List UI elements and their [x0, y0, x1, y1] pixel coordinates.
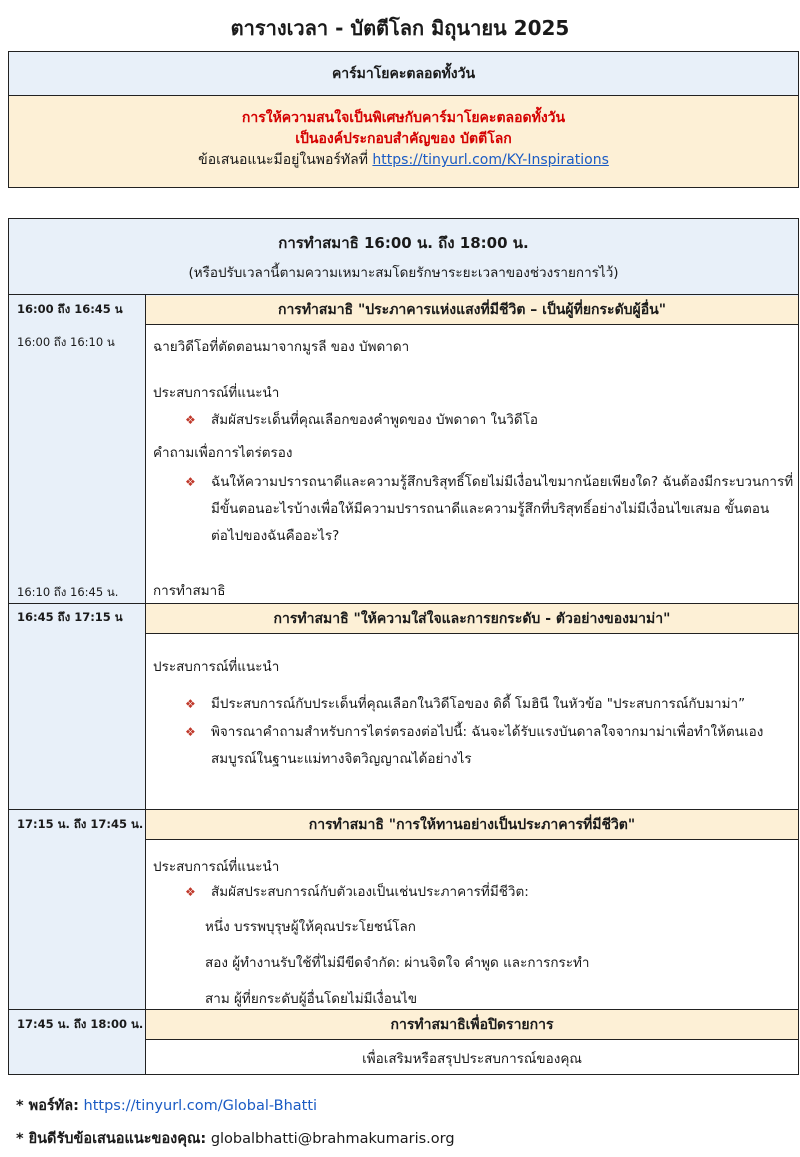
section1-video-text: ฉายวิดีโอที่ตัดตอนมาจากมูรลี ของ บัพดาดา: [153, 339, 410, 355]
diamond-bullet-icon: ❖: [185, 725, 196, 739]
section1-question-label: คำถามเพื่อการไตร่ตรอง: [153, 445, 293, 461]
section4-title: การทำสมาธิเพื่อปิดรายการ: [146, 1010, 798, 1039]
karma-yoga-body: [9, 96, 798, 187]
section2-bullet1: ❖ มีประสบการณ์กับประเด็นที่คุณเลือกในวิดีโอของ ดิดี้ โมฮินี ในหัวข้อ "ประสบการณ์กับมาม่า”: [211, 691, 745, 718]
section3-item2: สอง ผู้ทำงานรับใช้ที่ไม่มีขีดจำกัด: ผ่านจิตใจ คำพูด และการกระทำ: [205, 955, 590, 971]
diamond-bullet-icon: ❖: [185, 475, 196, 489]
ky-inspirations-link[interactable]: https://tinyurl.com/KY-Inspirations: [372, 152, 609, 168]
page-title: ตารางเวลา - บัตตีโลก มิถุนายน 2025: [230, 16, 570, 40]
section3-item3: สาม ผู้ที่ยกระดับผู้อื่นโดยไม่มีเงื่อนไข: [205, 991, 418, 1007]
footer-portal-label: * พอร์ทัล:: [16, 1098, 79, 1114]
section1-content: [146, 324, 798, 603]
section2-bullet2: ❖ พิจารณาคำถามสำหรับการไตร่ตรองต่อไปนี้: ฉันจะได้รับแรงบันดาลใจจากมาม่าเพื่อทำให้ตนเอง สมบูรณ์ในฐานะแม่ทางจิตวิญญาณได้อย่างไร: [211, 719, 763, 773]
meditation-table: [8, 218, 799, 1075]
diamond-bullet-icon: ❖: [185, 885, 196, 899]
section1-time: 16:00 ถึง 16:45 น: [17, 302, 123, 316]
karma-yoga-box: [8, 51, 799, 188]
meditation-subheading: (หรือปรับเวลานี้ตามความเหมาะสมโดยรักษาระยะเวลาของช่วงรายการไว้): [188, 265, 619, 281]
section3-time: 17:15 น. ถึง 17:45 น.: [17, 817, 144, 831]
section1-experience-label: ประสบการณ์ที่แนะนำ: [153, 385, 280, 401]
section3-title: การทำสมาธิ "การให้ทานอย่างเป็นประภาคารที่มีชีวิต": [146, 810, 798, 839]
section4-time: 17:45 น. ถึง 18:00 น.: [17, 1017, 144, 1031]
section3-bullet: ❖ สัมผัสประสบการณ์กับตัวเองเป็นเช่นประภาคารที่มีชีวิต:: [211, 879, 529, 906]
meditation-heading: การทำสมาธิ 16:00 น. ถึง 18:00 น.: [278, 234, 529, 252]
diamond-bullet-icon: ❖: [185, 697, 196, 711]
karma-yoga-line1: การให้ความสนใจเป็นพิเศษกับคาร์มาโยคะตลอดทั้งวัน: [241, 110, 566, 126]
section2-time: 16:45 ถึง 17:15 น: [17, 610, 123, 624]
section3-experience-label: ประสบการณ์ที่แนะนำ: [153, 859, 280, 875]
karma-yoga-heading: คาร์มาโยคะตลอดทั้งวัน: [9, 52, 798, 96]
karma-yoga-line3: [9, 150, 798, 171]
meditation-header: [9, 219, 798, 295]
section1-subtime-2: 16:10 ถึง 16:45 น.: [17, 585, 119, 599]
karma-yoga-line3-prefix: ข้อเสนอแนะมีอยู่ในพอร์ทัลที่: [198, 152, 373, 168]
footer-portal: [16, 1094, 317, 1117]
diamond-bullet-icon: ❖: [185, 413, 196, 427]
section2-title: การทำสมาธิ "ให้ความใส่ใจและการยกระดับ - ตัวอย่างของมาม่า": [146, 604, 798, 633]
section1-experience-bullet: ❖ สัมผัสประเด็นที่คุณเลือกของคำพูดของ บัพดาดา ในวิดีโอ: [211, 407, 538, 434]
section1-title: การทำสมาธิ "ประภาคารแห่งแสงที่มีชีวิต – เป็นผู้ที่ยกระดับผู้อื่น": [146, 296, 798, 324]
section1-meditation-label: การทำสมาธิ: [153, 583, 226, 599]
section1-subtime-1: 16:00 ถึง 16:10 น: [17, 335, 115, 349]
section1-question-bullet: ❖ ฉันให้ความปรารถนาดีและความรู้สึกบริสุทธิ์โดยไม่มีเงื่อนไขมากน้อยเพียงใด? ฉันต้องมีกระบวนการที่ มีขั้นตอนอะไรบ้างเพื่อให้มีความปรารถนาดีและความรู้สึกที่บริสุทธิ์อย่างไม่มีเงื่อนไขเสมอ ขั้นตอน ต่อไปของฉันคืออะไร?: [211, 469, 796, 550]
global-bhatti-link[interactable]: https://tinyurl.com/Global-Bhatti: [83, 1098, 318, 1114]
karma-yoga-line2: เป็นองค์ประกอบสำคัญของ บัตตีโลก: [295, 131, 512, 147]
section4-text: เพื่อเสริมหรือสรุปประสบการณ์ของคุณ: [362, 1051, 582, 1067]
feedback-email[interactable]: globalbhatti@brahmakumaris.org: [210, 1131, 455, 1147]
footer-feedback: [16, 1127, 455, 1150]
footer-feedback-label: * ยินดีรับข้อเสนอแนะของคุณ:: [16, 1131, 207, 1147]
section3-item1: หนึ่ง บรรพบุรุษผู้ให้คุณประโยชน์โลก: [205, 919, 416, 935]
section2-experience-label: ประสบการณ์ที่แนะนำ: [153, 659, 280, 675]
